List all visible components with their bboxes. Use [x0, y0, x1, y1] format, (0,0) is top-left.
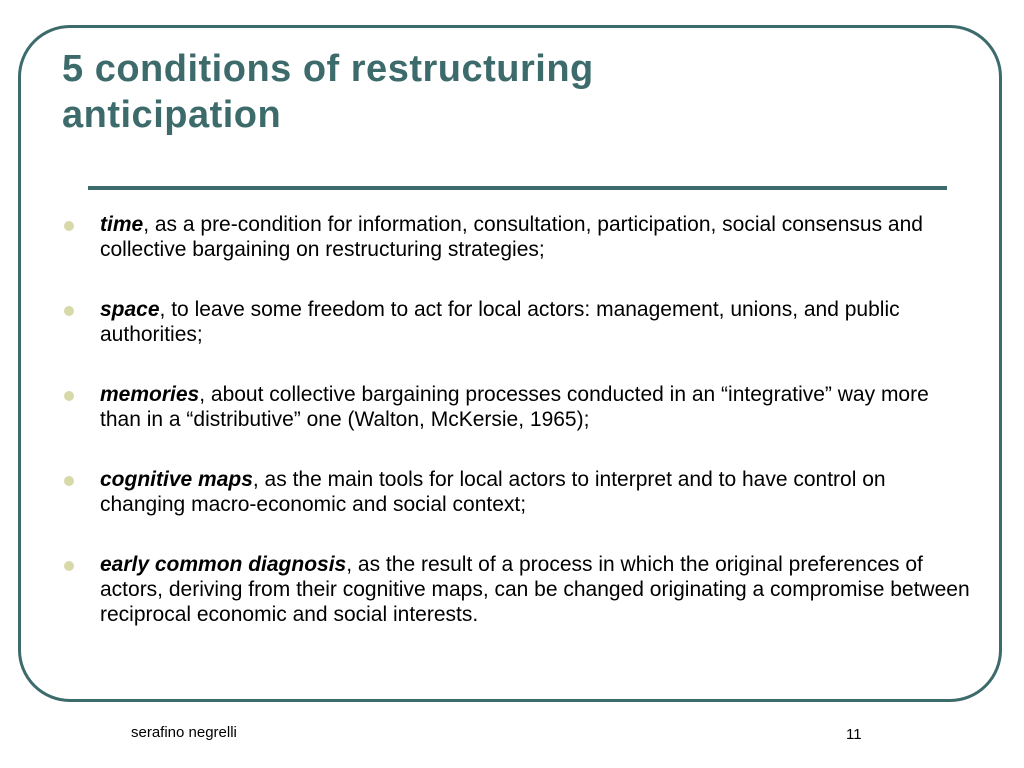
footer-author: serafino negrelli — [131, 724, 237, 741]
page-number: 11 — [846, 726, 862, 743]
bullet-term: cognitive maps — [100, 468, 253, 491]
bullet-item-early-common-diagnosis — [60, 552, 970, 627]
bullet-item-cognitive-maps — [60, 467, 970, 517]
bullet-item-memories — [60, 382, 970, 432]
slide-title-line-2: anticipation — [62, 94, 282, 136]
bullet-text: , about collective bargaining processes conducted in an “integrative” way more than in a “distributive” one (Walton, McKersie, 1965); — [100, 383, 929, 431]
bullet-text: , as the result of a process in which the original preferences of actors, deriving from their cognitive maps, can be changed originating a compromise between reciprocal economic and social interests. — [100, 553, 970, 626]
bullet-text: , to leave some freedom to act for local actors: management, unions, and public authorities; — [100, 298, 900, 346]
slide-title-line-1: 5 conditions of restructuring — [62, 48, 594, 90]
bullet-term: space — [100, 298, 160, 321]
bullet-text: , as the main tools for local actors to interpret and to have control on changing macro-economic and social context; — [100, 468, 886, 516]
bullet-dot-icon — [64, 391, 74, 401]
bullet-term: time — [100, 213, 144, 236]
bullet-dot-icon — [64, 306, 74, 316]
bullet-item-space — [60, 297, 970, 347]
title-divider — [88, 186, 947, 190]
bullet-dot-icon — [64, 476, 74, 486]
bullet-text: , as a pre-condition for information, consultation, participation, social consensus and collective bargaining on restructuring strategies; — [100, 213, 923, 261]
bullet-term: early common diagnosis — [100, 553, 347, 576]
bullet-dot-icon — [64, 561, 74, 571]
bullet-dot-icon — [64, 221, 74, 231]
bullet-item-time — [60, 212, 970, 262]
slide-title — [62, 46, 862, 138]
bullet-list — [60, 212, 970, 662]
bullet-term: memories — [100, 383, 200, 406]
